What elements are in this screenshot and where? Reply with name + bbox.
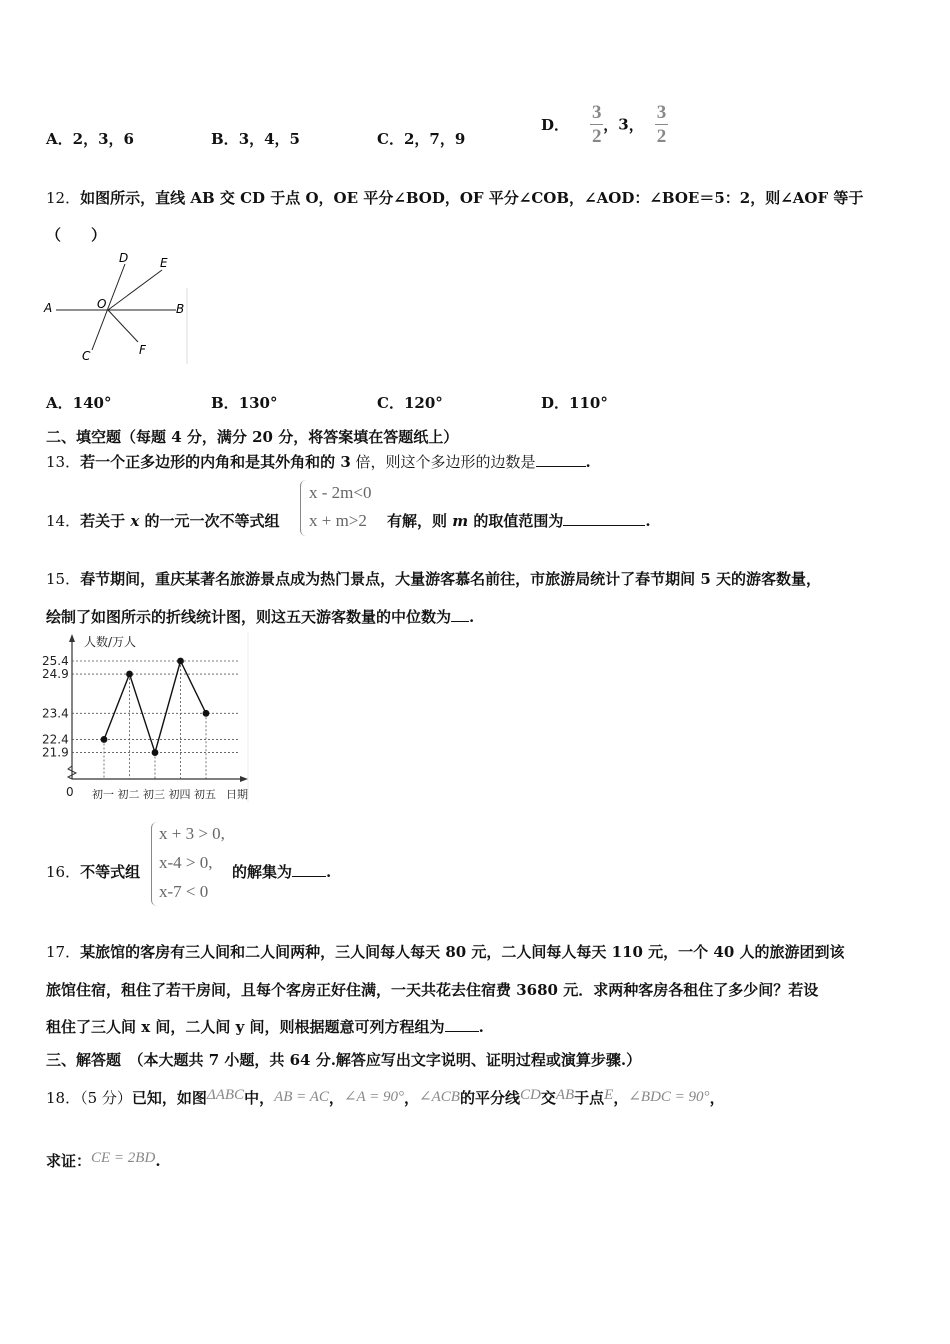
option-letter: B． — [211, 394, 239, 412]
period: . — [478, 1018, 484, 1036]
q16-prefix — [46, 861, 140, 882]
series-line — [104, 661, 206, 753]
option-text: 120° — [403, 394, 443, 412]
fraction-denominator: 2 — [656, 126, 667, 147]
period: . — [155, 1152, 161, 1170]
math-e: E — [604, 1087, 614, 1103]
q15-line-1 — [46, 568, 821, 589]
q11-option-d — [541, 103, 668, 146]
period: . — [585, 453, 591, 471]
period: . — [645, 512, 651, 530]
data-point-初二 — [126, 671, 133, 678]
answer-blank[interactable] — [292, 862, 326, 877]
option-letter: B． — [211, 130, 239, 148]
math-angle-acb: ∠ACB — [419, 1089, 460, 1105]
question-text: 若一个正多边形的内角和是其外角和的 — [80, 453, 341, 471]
inequality-line-1: x + 3 > 0, — [159, 824, 225, 843]
option-letter: A． — [46, 394, 73, 412]
q16-suffix — [232, 861, 331, 882]
q14-suffix — [387, 510, 651, 531]
answer-blank[interactable] — [563, 511, 645, 526]
question-text: ， — [613, 1089, 629, 1107]
q12-option-a — [46, 392, 111, 413]
separator: ， — [628, 116, 644, 134]
label-a: A — [44, 301, 53, 315]
math-ab: AB — [555, 1087, 575, 1103]
q12-option-b — [211, 392, 278, 413]
math-ce-eq-2bd: CE = 2BD — [91, 1150, 156, 1166]
data-point-初四 — [177, 658, 184, 665]
prove-label: 求证： — [46, 1152, 92, 1170]
option-text: 3，4，5 — [238, 130, 300, 148]
origin-label: 0 — [66, 785, 74, 799]
label-e: E — [160, 256, 168, 270]
option-letter: D． — [541, 116, 570, 134]
question-text: ， — [328, 1089, 344, 1107]
math-ab-eq-ac: AB = AC — [274, 1089, 329, 1105]
q17-line-1 — [46, 941, 845, 962]
question-text: 的取值范围为 — [468, 512, 564, 530]
y-tick-label: 21.9 — [42, 745, 69, 760]
x-axis-label: 日期 — [226, 788, 248, 801]
question-text: 交 — [540, 1089, 556, 1107]
x-tick-label: 初四 — [168, 788, 191, 801]
question-text: 租住了三人间 x 间，二人间 y 间，则根据题意可列方程组为 — [46, 1018, 445, 1036]
question-number: 12． — [46, 189, 81, 207]
answer-blank[interactable] — [536, 452, 586, 467]
option-text: 140° — [72, 394, 112, 412]
inequality-line-2: x + m>2 — [309, 511, 367, 530]
option-letter: D． — [541, 394, 570, 412]
q18-prove — [46, 1150, 161, 1171]
inequality-line-2: x-4 > 0, — [159, 853, 213, 872]
math-angle-bdc: ∠BDC = 90° — [628, 1089, 710, 1105]
q12-angle-figure — [42, 248, 192, 366]
question-text: 春节期间，重庆某著名旅游景点成为热门景点，大量游客慕名前往，市旅游局统计了春节期间 5 天的游客数量， — [80, 570, 821, 588]
math-angle-a: ∠A = 90° — [343, 1089, 405, 1105]
data-point-初三 — [152, 749, 159, 756]
score: （5 分） — [80, 1089, 132, 1107]
variable-m: m — [452, 512, 469, 530]
question-number: 18． — [46, 1089, 81, 1107]
question-text: ， — [709, 1089, 725, 1107]
question-number: 14． — [46, 512, 81, 530]
question-text: 不等式组 — [80, 863, 141, 881]
option-text: 130° — [238, 394, 278, 412]
ray-of — [108, 310, 138, 342]
question-text: ， — [404, 1089, 420, 1107]
question-text: 的平分线 — [459, 1089, 520, 1107]
label-c: C — [82, 349, 91, 363]
label-o: O — [97, 297, 107, 311]
math-triangle-abc: ΔABC — [206, 1087, 245, 1103]
q12-stem — [46, 187, 863, 208]
q13 — [46, 451, 591, 472]
answer-blank[interactable] — [445, 1017, 479, 1032]
fraction — [655, 103, 668, 146]
q17-line-2: 旅馆住宿，租住了若干房间，且每个客房正好住满，一天共花去住宿费 3680 元．求两种客房各租住了多少间？若设 — [46, 981, 819, 999]
question-text: 中， — [244, 1089, 275, 1107]
math-cd: CD — [519, 1087, 541, 1103]
question-text: 倍，则这个多边形的边数是 — [350, 453, 536, 471]
question-number: 16． — [46, 863, 81, 881]
q11-option-c — [377, 128, 465, 149]
question-text: 于点 — [574, 1089, 605, 1107]
fraction-denominator: 2 — [592, 126, 602, 147]
answer-blank[interactable] — [451, 607, 469, 622]
x-tick-label: 初五 — [194, 788, 216, 801]
question-number: 13． — [46, 453, 81, 471]
option-text: 2，3，6 — [72, 130, 134, 148]
label-d: D — [119, 251, 129, 265]
fraction-numerator: 3 — [592, 102, 602, 123]
q14-inequality-system — [300, 480, 390, 538]
y-tick-label: 25.4 — [42, 654, 69, 668]
option-value: 3 — [618, 115, 629, 134]
label-b: B — [176, 302, 185, 316]
q11-option-b — [211, 128, 300, 149]
emphasis-number: 3 — [340, 453, 351, 471]
y-tick-label: 22.4 — [42, 732, 69, 747]
question-text: 如图所示，直线 AB 交 CD 于点 O，OE 平分∠BOD，OF 平分∠COB，∠AOD：∠BOE＝5：2，则∠AOF 等于 — [80, 189, 864, 207]
q12-option-c — [377, 392, 443, 413]
q12-option-d — [541, 392, 608, 413]
q12-paren: （ ） — [46, 226, 107, 244]
y-tick-label: 24.9 — [42, 667, 69, 682]
question-text: 有解，则 — [387, 512, 453, 530]
question-text: 的一元一次不等式组 — [139, 512, 280, 530]
q17-line-3 — [46, 1016, 484, 1037]
y-axis-label: 人数/万人 — [84, 635, 137, 649]
inequality-line-3: x-7 < 0 — [159, 882, 209, 901]
q15-line-2 — [46, 606, 474, 627]
ray-oe — [108, 270, 162, 310]
q16-inequality-system — [151, 822, 231, 908]
y-tick-label: 23.4 — [42, 706, 69, 721]
variable-x: x — [130, 512, 140, 530]
question-number: 17． — [46, 943, 81, 961]
section-2-heading: 二、填空题（每题 4 分，满分 20 分，将答案填在答题纸上） — [46, 428, 459, 446]
period: . — [469, 608, 475, 626]
data-point-初五 — [203, 710, 210, 717]
option-letter: A． — [46, 130, 73, 148]
label-f: F — [139, 343, 146, 357]
section-3-heading: 三、解答题 （本大题共 7 小题，共 64 分.解答应写出文字说明、证明过程或演算步骤.） — [46, 1051, 642, 1069]
q15-line-chart — [40, 632, 252, 802]
option-letter: C． — [377, 130, 404, 148]
option-letter: C． — [377, 394, 404, 412]
separator: ， — [603, 116, 619, 134]
x-axis-arrow — [240, 776, 248, 782]
inequality-line-1: x - 2m<0 — [309, 483, 372, 502]
option-text: 110° — [569, 394, 608, 412]
option-text: 2，7，9 — [403, 130, 466, 148]
q18-stem — [46, 1087, 725, 1108]
q11-option-a — [46, 128, 134, 149]
x-tick-label: 初一 — [92, 788, 114, 801]
question-text: 已知，如图 — [131, 1089, 207, 1107]
question-text: 的解集为 — [232, 863, 293, 881]
fraction — [590, 103, 603, 146]
fraction-numerator: 3 — [656, 102, 667, 123]
question-text: 某旅馆的客房有三人间和二人间两种，三人间每人每天 80 元，二人间每人每天 110 元，一个 40 人的旅游团到该 — [80, 943, 845, 961]
question-number: 15． — [46, 570, 81, 588]
question-text: 若关于 — [80, 512, 131, 530]
q14-prefix — [46, 510, 280, 531]
x-tick-label: 初三 — [143, 788, 165, 801]
y-axis-arrow — [69, 634, 75, 642]
period: . — [326, 863, 332, 881]
x-tick-label: 初二 — [117, 788, 140, 801]
question-text: 绘制了如图所示的折线统计图，则这五天游客数量的中位数为 — [46, 608, 452, 626]
data-point-初一 — [101, 736, 108, 743]
